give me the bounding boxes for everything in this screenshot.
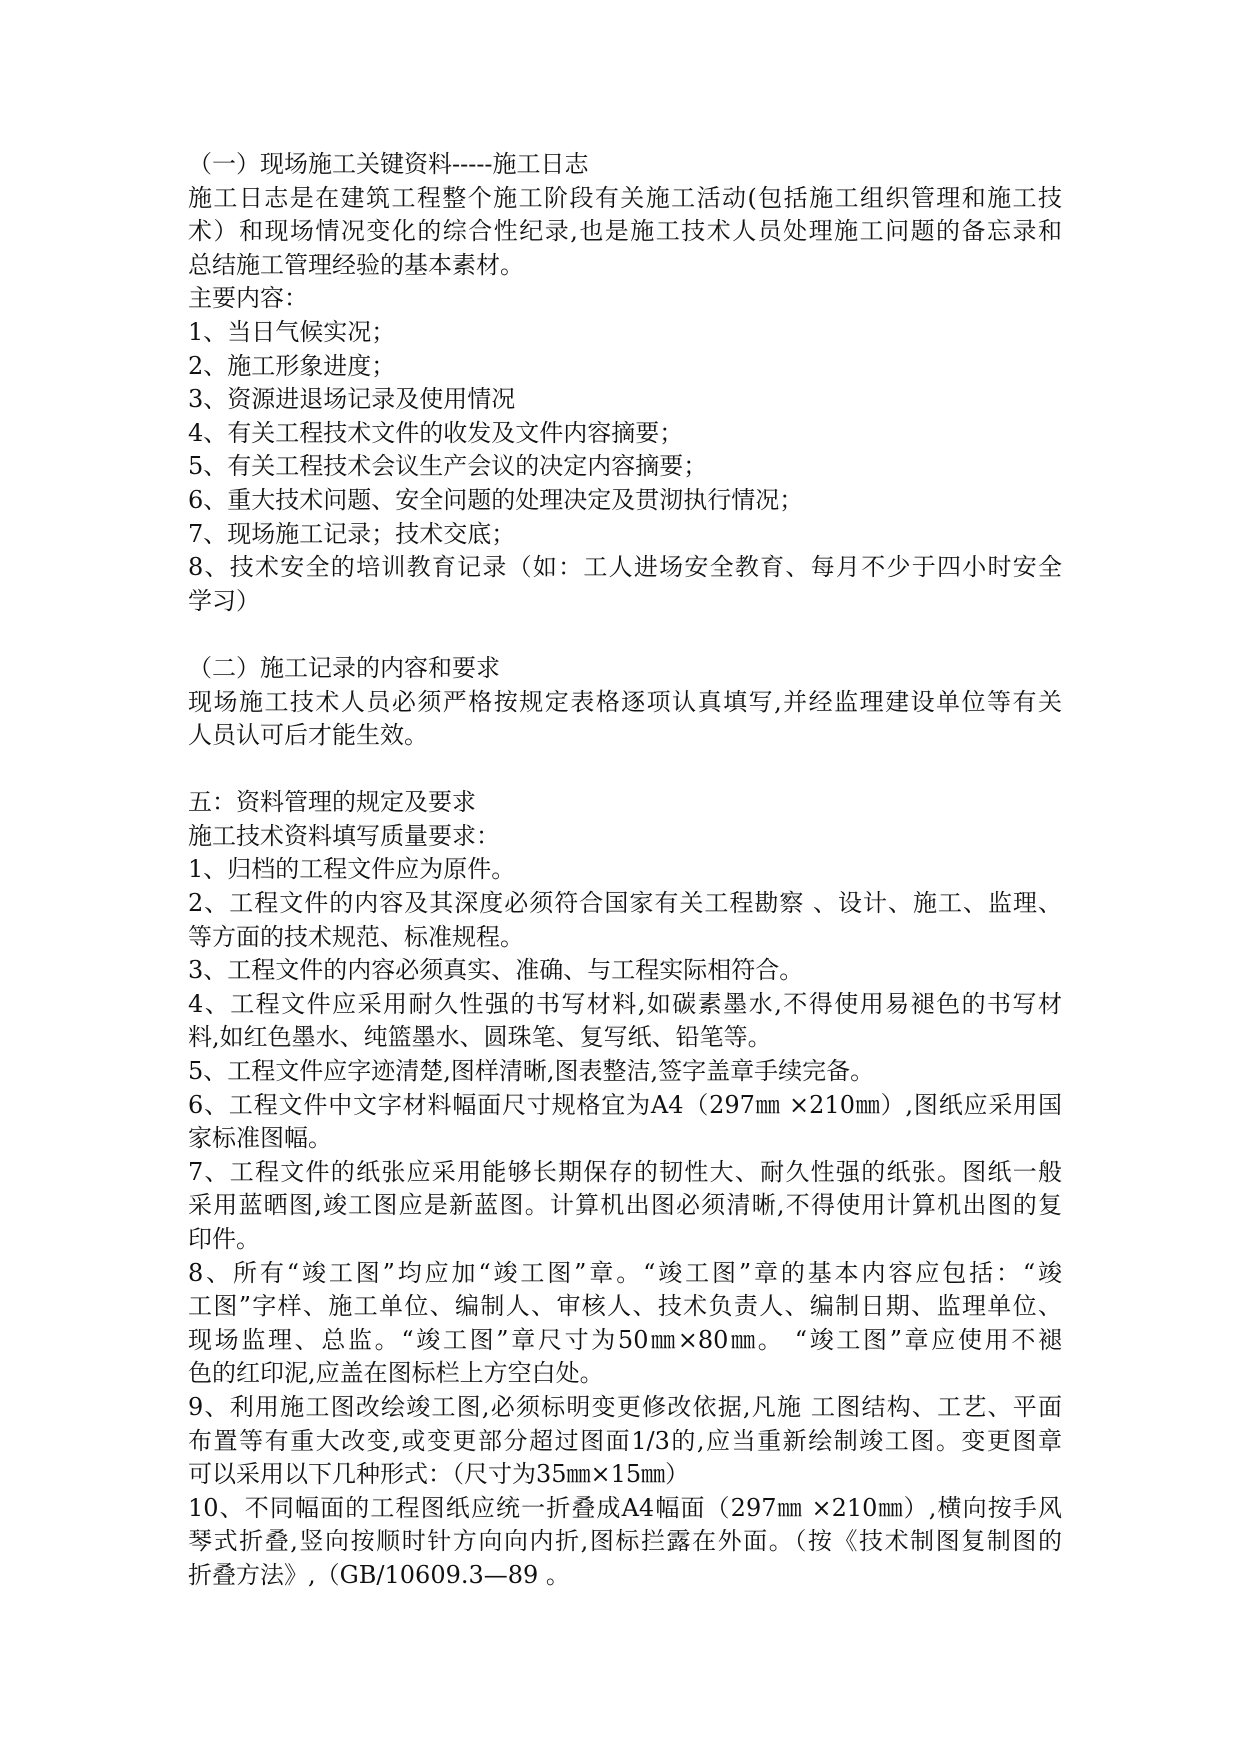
- list-item: 学习）: [188, 586, 260, 615]
- section-3-line: 8、所有“竣工图”均应加“竣工图”章。“竣工图”章的基本内容应包括：“竣: [188, 1258, 1062, 1287]
- section-3-line: 布置等有重大改变,或变更部分超过图面1/3的,应当重新绘制竣工图。变更图章: [188, 1426, 1062, 1455]
- section-2-line: 人员认可后才能生效。: [188, 721, 428, 750]
- section-3-subheading: 施工技术资料填写质量要求：: [188, 821, 500, 850]
- section-3-heading: 五：资料管理的规定及要求: [188, 788, 476, 817]
- list-item: 7、现场施工记录；技术交底；: [188, 519, 516, 548]
- section-3-line: 3、工程文件的内容必须真实、准确、与工程实际相符合。: [188, 956, 804, 985]
- section-3-line: 琴式折叠,竖向按顺时针方向向内折,图标拦露在外面。（按《技术制图复制图的: [188, 1527, 1062, 1556]
- section-2-line: 现场施工技术人员必须严格按规定表格逐项认真填写,并经监理建设单位等有关: [188, 687, 1062, 716]
- list-item: 8、技术安全的培训教育记录（如：工人进场安全教育、每月不少于四小时安全: [188, 553, 1062, 582]
- paragraph-spacer: [188, 753, 1062, 787]
- section-1-heading: （一）现场施工关键资料-----施工日志: [188, 150, 589, 178]
- section-3-line: 采用蓝晒图,竣工图应是新蓝图。计算机出图必须清晰,不得使用计算机出图的复: [188, 1191, 1062, 1220]
- section-3-line: 2、工程文件的内容及其深度必须符合国家有关工程勘察 、设计、施工、监理、: [188, 889, 1062, 918]
- list-item: 4、有关工程技术文件的收发及文件内容摘要；: [188, 418, 684, 447]
- section-3-line: 4、工程文件应采用耐久性强的书写材料,如碳素墨水,不得使用易褪色的书写材: [188, 989, 1062, 1018]
- list-item: 5、有关工程技术会议生产会议的决定内容摘要；: [188, 452, 708, 481]
- section-1-intro-line: 总结施工管理经验的基本素材。: [188, 250, 524, 279]
- section-3-line: 6、工程文件中文字材料幅面尺寸规格宜为A4（297㎜ ×210㎜）,图纸应采用国: [188, 1090, 1062, 1119]
- section-1-intro-line: 施工日志是在建筑工程整个施工阶段有关施工活动(包括施工组织管理和施工技: [188, 183, 1062, 212]
- section-3-line: 折叠方法》,（GB/10609.3—89 。: [188, 1560, 570, 1589]
- section-3-line: 现场监理、总监。“竣工图”章尺寸为50㎜×80㎜。 “竣工图”章应使用不褪: [188, 1325, 1062, 1354]
- list-item: 3、资源进退场记录及使用情况: [188, 385, 516, 414]
- section-3-line: 料,如红色墨水、纯篮墨水、圆珠笔、复写纸、铅笔等。: [188, 1023, 772, 1052]
- section-2-heading: （二）施工记录的内容和要求: [188, 653, 500, 682]
- section-3-line: 等方面的技术规范、标准规程。: [188, 922, 524, 951]
- list-item: 2、施工形象进度；: [188, 351, 396, 380]
- section-3-line: 色的红印泥,应盖在图标栏上方空白处。: [188, 1359, 604, 1388]
- paragraph-spacer: [188, 618, 1062, 652]
- section-1-intro-line: 术）和现场情况变化的综合性纪录,也是施工技术人员处理施工问题的备忘录和: [188, 217, 1062, 246]
- section-3-line: 家标准图幅。: [188, 1124, 332, 1153]
- list-item: 1、当日气候实况；: [188, 317, 396, 346]
- section-3-line: 5、工程文件应字迹清楚,图样清晰,图表整洁,签字盖章手续完备。: [188, 1057, 875, 1086]
- list-item: 6、重大技术问题、安全问题的处理决定及贯沏执行情况；: [188, 485, 804, 514]
- section-1-list-title: 主要内容：: [188, 284, 308, 313]
- section-3-line: 可以采用以下几种形式：（尺寸为35㎜×15㎜）: [188, 1460, 690, 1489]
- section-3-line: 7、工程文件的纸张应采用能够长期保存的韧性大、耐久性强的纸张。图纸一般: [188, 1157, 1062, 1186]
- section-3-line: 9、利用施工图改绘竣工图,必须标明变更修改依据,凡施 工图结构、工艺、平面: [188, 1392, 1062, 1421]
- section-3-line: 10、不同幅面的工程图纸应统一折叠成A4幅面（297㎜ ×210㎜）,横向按手风: [188, 1493, 1062, 1522]
- document-body: [188, 148, 1062, 1593]
- section-3-line: 工图”字样、施工单位、编制人、审核人、技术负责人、编制日期、监理单位、: [188, 1292, 1062, 1321]
- section-3-line: 印件。: [188, 1225, 260, 1253]
- section-3-line: 1、归档的工程文件应为原件。: [188, 855, 516, 884]
